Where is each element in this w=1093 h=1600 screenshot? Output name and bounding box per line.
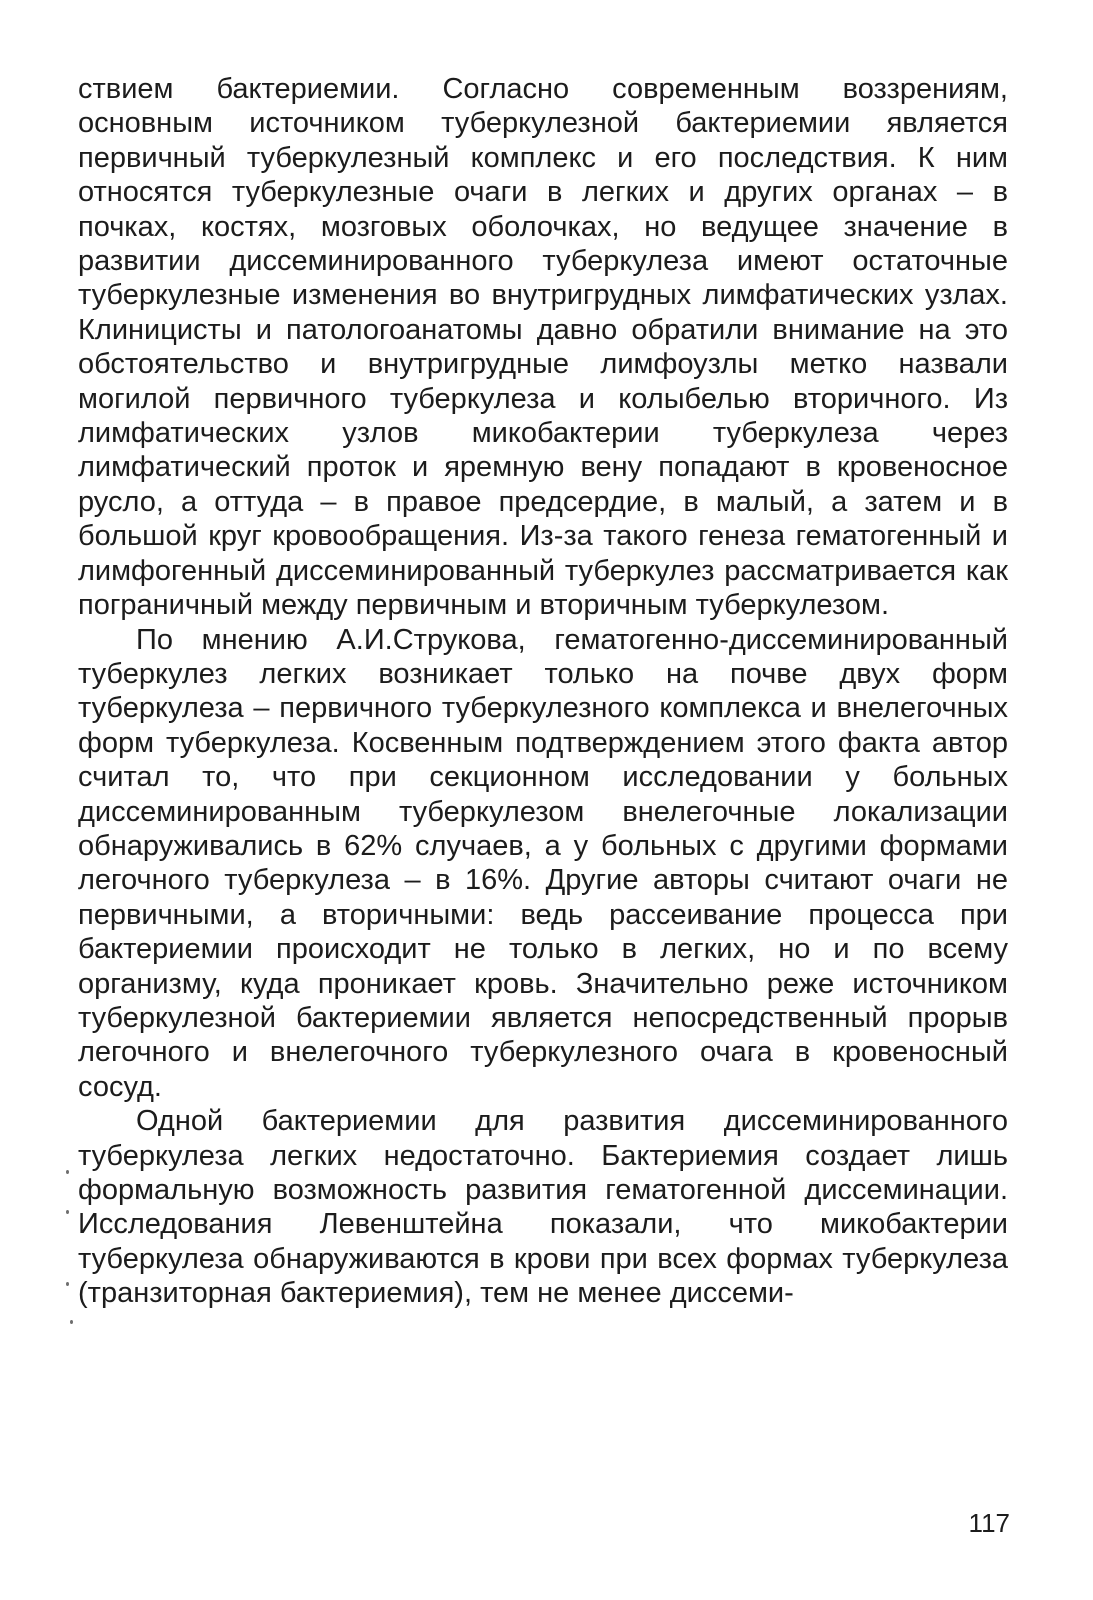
- scan-speck: [66, 1210, 69, 1214]
- paragraph-continuation: ствием бактериемии. Согласно современным воззрениям, основным источником туберкулезной бактериемии является первичный туберкулезный комплекс и его последствия. К ним относятся туберкулезные очаги в легких и других органах – в почках, костях, мозговых оболочках, но ведущее значение в развитии диссеминированного туберкулеза имеют остаточные туберкулезные изменения во внутригрудных лимфатических узлах. Клиницисты и патологоанатомы давно обратили внимание на это обстоятельство и внутригрудные лимфоузлы метко назвали могилой первичного туберкулеза и колыбелью вторичного. Из лимфатических узлов микобактерии туберкулеза через лимфатический проток и яремную вену попадают в кровеносное русло, а оттуда – в правое предсердие, в малый, а затем и в большой круг кровообращения. Из-за такого генеза гематогенный и лимфогенный диссеминированный туберкулез рассматривается как пограничный между первичным и вторичным туберкулезом.: [78, 73, 1008, 622]
- scan-speck: [70, 1320, 73, 1324]
- scan-speck: [66, 1170, 69, 1174]
- page-body: [78, 72, 1008, 1311]
- scan-speck: [66, 1282, 69, 1286]
- paragraph-bacteremia-insufficient: Одной бактериемии для развития диссеминированного туберкулеза легких недостаточно. Бактериемия создает лишь формальную возможность развития гематогенной диссеминации. Исследования Левенштейна показали, что микобактерии туберкулеза обнаруживаются в крови при всех формах туберкулеза (транзиторная бактериемия), тем не менее диссеми-: [78, 1105, 1008, 1310]
- page-number: 117: [968, 1508, 1010, 1538]
- paragraph-strukov-opinion: По мнению А.И.Струкова, гематогенно-диссеминированный туберкулез легких возникает только на почве двух форм туберкулеза – первичного туберкулезного комплекса и внелегочных форм туберкулеза. Косвенным подтверждением этого факта автор считал то, что при секционном исследовании у больных диссеминированным туберкулезом внелегочные локализации обнаруживались в 62% случаев, а у больных с другими формами легочного туберкулеза – в 16%. Другие авторы считают очаги не первичными, а вторичными: ведь рассеивание процесса при бактериемии происходит не только в легких, но и по всему организму, куда проникает кровь. Значительно реже источником туберкулезной бактериемии является непосредственный прорыв легочного и внелегочного туберкулезного очага в кровеносный сосуд.: [78, 623, 1008, 1103]
